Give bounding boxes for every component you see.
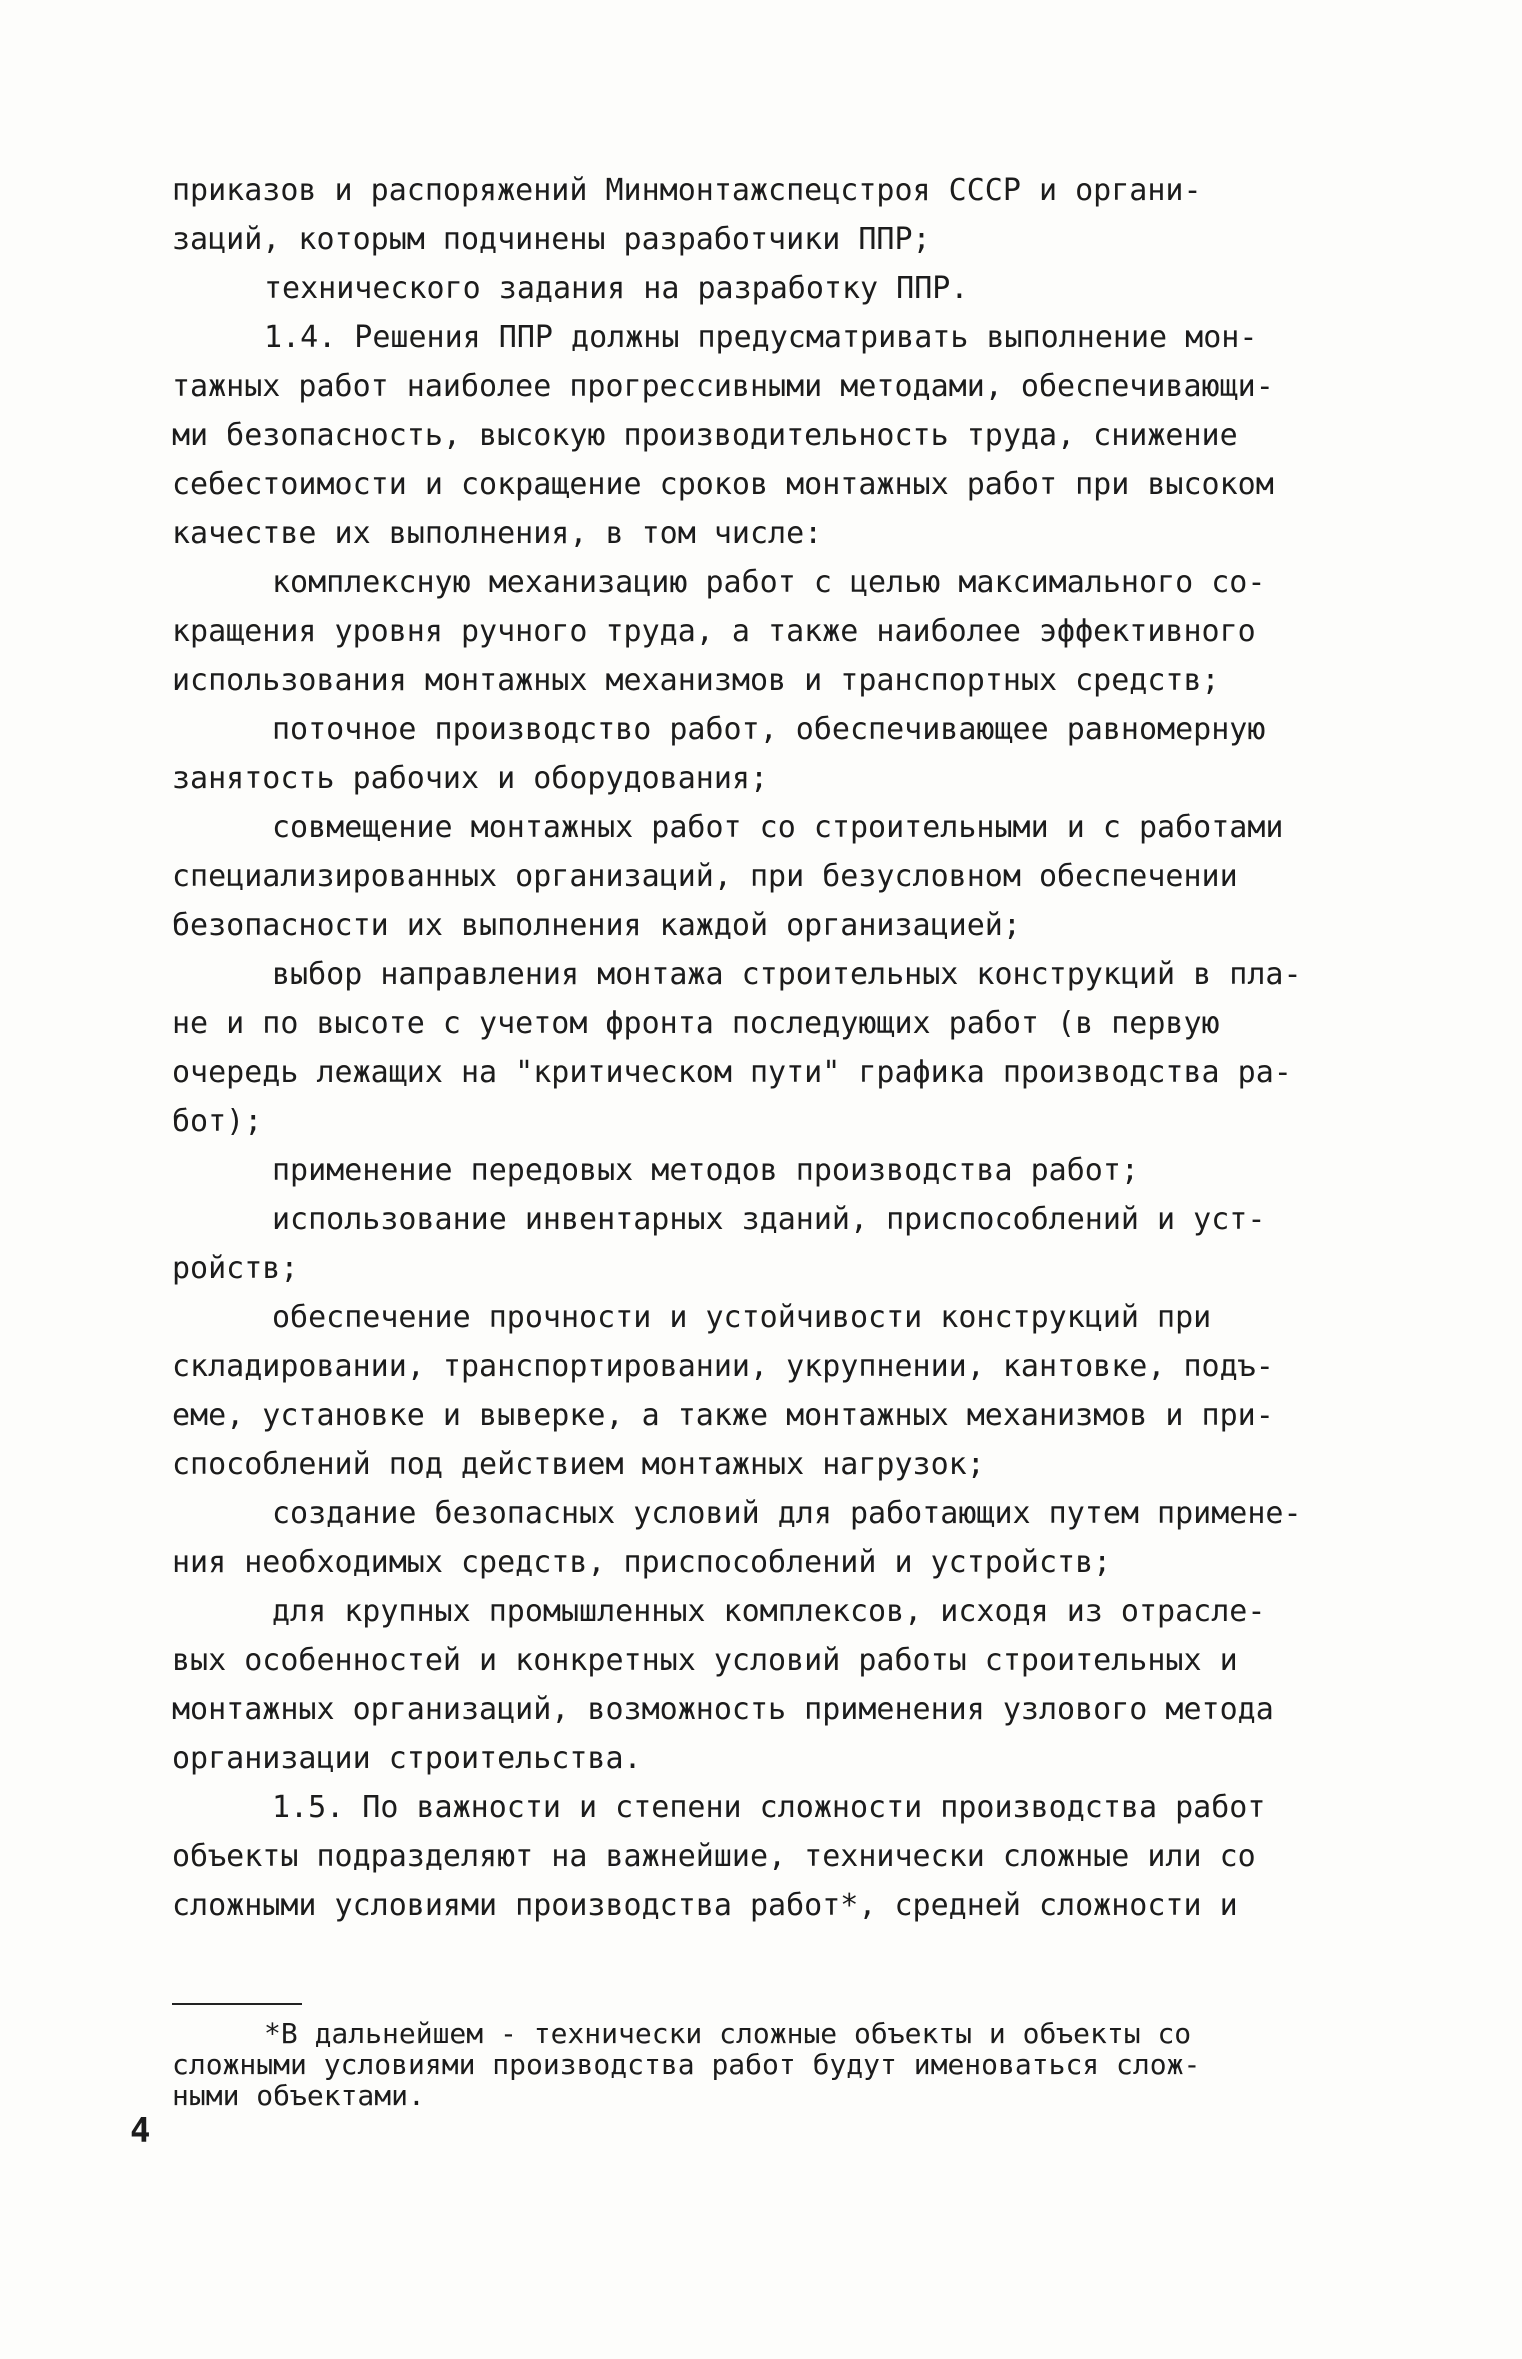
text-line: тажных работ наиболее прогрессивными методами, обеспечивающи-	[172, 369, 1274, 404]
footnote-divider	[172, 2003, 302, 2005]
text-line: себестоимости и сокращение сроков монтажных работ при высоком	[172, 467, 1274, 502]
footnote-line: сложными условиями производства работ будут именоваться слож-	[172, 2048, 1201, 2081]
footnote-line: ными объектами.	[172, 2079, 425, 2112]
section-1-4-heading-line: 1.4. Решения ППР должны предусматривать выполнение мон-	[264, 320, 1258, 355]
text-line: очередь лежащих на "критическом пути" графика производства ра-	[172, 1055, 1292, 1090]
text-line: технического задания на разработку ППР.	[264, 271, 969, 306]
text-line: способлений под действием монтажных нагрузок;	[172, 1447, 985, 1482]
text-line: объекты подразделяют на важнейшие, технически сложные или со	[172, 1839, 1256, 1874]
list-item-line: создание безопасных условий для работающих путем примене-	[272, 1496, 1302, 1531]
text-line: бот);	[172, 1104, 263, 1139]
text-line: сложными условиями производства работ*, средней сложности и	[172, 1888, 1238, 1923]
page-number: 4	[130, 2111, 151, 2151]
text-line: вых особенностей и конкретных условий работы строительных и	[172, 1643, 1238, 1678]
list-item-line: комплексную механизацию работ с целью максимального со-	[272, 565, 1266, 600]
text-line: складировании, транспортировании, укрупнении, кантовке, подъ-	[172, 1349, 1274, 1384]
text-line: использования монтажных механизмов и транспортных средств;	[172, 663, 1220, 698]
list-item-line: использование инвентарных зданий, приспособлений и уст-	[272, 1202, 1266, 1237]
text-line: ми безопасность, высокую производительность труда, снижение	[172, 418, 1238, 453]
text-line: безопасности их выполнения каждой организацией;	[172, 908, 1021, 943]
text-line: приказов и распоряжений Минмонтажспецстроя СССР и органи-	[172, 173, 1202, 208]
text-line: ния необходимых средств, приспособлений и устройств;	[172, 1545, 1112, 1580]
document-body	[172, 166, 1402, 1930]
list-item-line: поточное производство работ, обеспечивающее равномерную	[272, 712, 1266, 747]
text-line: кращения уровня ручного труда, а также наиболее эффективного	[172, 614, 1256, 649]
list-item-line: обеспечение прочности и устойчивости конструкций при	[272, 1300, 1212, 1335]
text-line: организации строительства.	[172, 1741, 642, 1776]
text-line: специализированных организаций, при безусловном обеспечении	[172, 859, 1238, 894]
list-item-line: совмещение монтажных работ со строительными и с работами	[272, 810, 1284, 845]
footnote-line: *В дальнейшем - технически сложные объекты и объекты со	[264, 2017, 1192, 2050]
text-line: заций, которым подчинены разработчики ППР;	[172, 222, 931, 257]
footnote	[172, 2018, 1402, 2111]
text-line: монтажных организаций, возможность применения узлового метода	[172, 1692, 1274, 1727]
text-line: качестве их выполнения, в том числе:	[172, 516, 823, 551]
list-item-line: для крупных промышленных комплексов, исходя из отрасле-	[272, 1594, 1266, 1629]
section-1-5-heading-line: 1.5. По важности и степени сложности производства работ	[272, 1790, 1266, 1825]
text-line: не и по высоте с учетом фронта последующих работ (в первую	[172, 1006, 1220, 1041]
text-line: ройств;	[172, 1251, 299, 1286]
list-item-line: выбор направления монтажа строительных конструкций в пла-	[272, 957, 1302, 992]
text-line: занятость рабочих и оборудования;	[172, 761, 769, 796]
text-line: еме, установке и выверке, а также монтажных механизмов и при-	[172, 1398, 1274, 1433]
list-item-line: применение передовых методов производства работ;	[272, 1153, 1139, 1188]
